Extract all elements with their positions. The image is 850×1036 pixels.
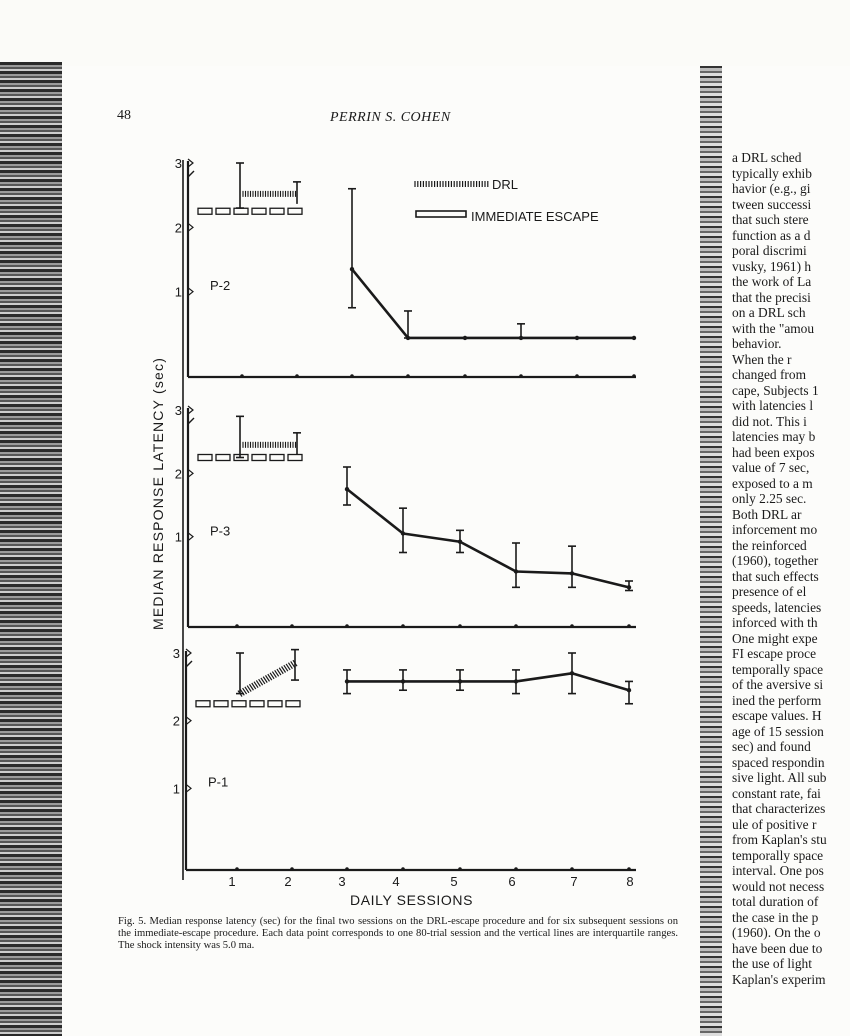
y-tick-label: 3 [174, 156, 182, 171]
right-page-line: the use of light [732, 956, 812, 971]
x-axis-tick [235, 624, 239, 628]
legend-escape-swatch [416, 211, 466, 217]
right-page-line: exposed to a m [732, 475, 813, 491]
right-page-line: vusky, 1961) h [732, 258, 812, 274]
escape-criterion-bar [250, 701, 264, 707]
right-page-line: ined the perform [732, 692, 822, 708]
escape-criterion-bar [232, 701, 246, 707]
x-axis-tick [295, 374, 299, 378]
x-axis-tick [290, 624, 294, 628]
right-page-line: inforcement mo [732, 522, 818, 537]
escape-data-point [575, 336, 579, 340]
running-head: PERRIN S. COHEN [330, 110, 451, 125]
right-page-line: presence of el [732, 584, 807, 599]
x-axis-tick [240, 374, 244, 378]
right-page-line: Both DRL ar [732, 506, 802, 522]
x-axis-tick [350, 374, 354, 378]
right-page-line: One might expe [732, 630, 818, 646]
escape-data-point [632, 336, 636, 340]
x-axis-tick [406, 374, 410, 378]
panel-label: P-1 [208, 774, 229, 790]
x-axis-tick [345, 867, 349, 871]
escape-criterion-bar [268, 701, 282, 707]
right-page-line: sec) and found [732, 739, 811, 754]
right-page-line: would not necess [732, 878, 825, 894]
escape-series-line [347, 489, 629, 587]
right-page-line: poral discrimi [732, 243, 807, 258]
right-page-line: FI escape proce [732, 646, 817, 661]
right-page-line: temporally space [732, 847, 824, 863]
x-axis-tick [632, 374, 636, 378]
escape-criterion-bar [234, 208, 248, 214]
y-axis-label: MEDIAN RESPONSE LATENCY (sec) [150, 356, 166, 630]
escape-criterion-bar [216, 208, 230, 214]
escape-series-line [352, 269, 634, 338]
right-page-line: When the r [732, 351, 792, 367]
y-tick-label: 3 [174, 403, 182, 418]
y-tick-label: 1 [172, 781, 180, 797]
escape-criterion-bar [196, 701, 210, 707]
escape-criterion-bar [252, 208, 266, 214]
right-page-line: value of 7 sec, [732, 460, 810, 475]
escape-criterion-bar [288, 208, 302, 214]
right-page-line: sive light. All sub [732, 770, 827, 785]
x-tick-label: 7 [570, 874, 578, 889]
x-tick-label: 2 [284, 874, 292, 889]
panel-label: P-3 [210, 523, 231, 539]
right-page-line: that such effects [732, 568, 819, 584]
right-page-line: tween successi [732, 196, 812, 212]
right-page-line: with latencies l [732, 398, 814, 413]
y-tick-label: 3 [172, 646, 180, 661]
page-number: 48 [117, 108, 131, 123]
right-page-line: constant rate, fai [732, 785, 821, 801]
right-page-line: latencies may b [732, 429, 816, 444]
x-tick-label: 1 [228, 874, 236, 889]
right-page-line: with the "amou [732, 320, 815, 336]
right-page-line: that characterizes [732, 801, 826, 816]
escape-criterion-bar [198, 208, 212, 214]
x-axis-tick [519, 374, 523, 378]
right-page-line: temporally space [732, 661, 824, 677]
x-tick-label: 6 [508, 874, 516, 889]
right-page-line: inforced with th [732, 615, 818, 630]
right-page-line: age of 15 session [732, 723, 824, 739]
escape-criterion-bar [270, 208, 284, 214]
x-axis-tick [570, 867, 574, 871]
right-page-line: changed from [732, 367, 806, 382]
x-tick-label: 5 [450, 874, 458, 889]
escape-criterion-bar [288, 455, 302, 461]
x-axis-tick [570, 624, 574, 628]
x-axis-tick [514, 624, 518, 628]
right-page-line: cape, Subjects 1 [732, 382, 819, 398]
escape-criterion-bar [198, 455, 212, 461]
x-axis-tick [401, 867, 405, 871]
right-page-line: have been due to [732, 940, 823, 956]
escape-series-line [347, 673, 629, 690]
right-page-line: ule of positive r [732, 816, 817, 832]
y-tick-label: 2 [172, 713, 180, 729]
x-tick-label: 3 [338, 874, 346, 889]
right-page-line: the case in the p [732, 909, 819, 925]
right-page-line: typically exhib [732, 165, 812, 181]
x-axis-tick [458, 867, 462, 871]
legend-drl-label: DRL [492, 177, 519, 192]
right-page-line: escape values. H [732, 708, 822, 723]
right-page-line: total duration of [732, 894, 819, 909]
right-page-line: from Kaplan's stu [732, 832, 827, 847]
panel-label: P-2 [210, 278, 231, 294]
x-axis-tick [458, 624, 462, 628]
right-page-line: behavior. [732, 336, 782, 351]
y-tick-label: 1 [174, 529, 182, 545]
escape-criterion-bar [286, 701, 300, 707]
x-axis-tick [463, 374, 467, 378]
right-page-line: (1960), together [732, 553, 819, 568]
x-tick-label: 4 [392, 874, 400, 889]
right-page-line: speeds, latencies [732, 599, 822, 615]
right-page-line: had been expos [732, 444, 815, 460]
right-page-line: the work of La [732, 274, 812, 289]
x-tick-label: 8 [626, 874, 634, 889]
x-axis-label: DAILY SESSIONS [350, 892, 474, 908]
escape-data-point [463, 336, 467, 340]
right-page-line: interval. One pos [732, 863, 824, 878]
right-page-line: that such stere [732, 212, 809, 227]
right-page-line: that the precisi [732, 289, 811, 305]
right-page-line: Kaplan's experim [732, 971, 826, 987]
y-tick-label: 2 [174, 466, 182, 482]
escape-criterion-bar [270, 455, 284, 461]
right-page-line: a DRL sched [732, 150, 802, 165]
x-axis-tick [345, 624, 349, 628]
x-axis-tick [514, 867, 518, 871]
escape-criterion-bar [252, 455, 266, 461]
x-axis-tick [235, 867, 239, 871]
right-page-line: function as a d [732, 227, 811, 243]
right-page-line: (1960). On the o [732, 925, 821, 940]
escape-criterion-bar [216, 455, 230, 461]
x-axis-tick [290, 867, 294, 871]
x-axis-tick [575, 374, 579, 378]
right-page-line: havior (e.g., gi [732, 181, 811, 196]
x-axis-tick [401, 624, 405, 628]
right-page-line: did not. This i [732, 413, 807, 429]
x-axis-tick [627, 867, 631, 871]
right-page-line: spaced respondin [732, 754, 825, 770]
escape-criterion-bar [214, 701, 228, 707]
right-page-line: on a DRL sch [732, 305, 806, 320]
figure-caption: Fig. 5. Median response latency (sec) for the final two sessions on the DRL-escape procedure and for six subsequent sessions on the immediate-escape procedure. Each data point corresponds to one 80-trial session and the vertical lines are interquartile ranges. The shock intensity was 5.0 ma. [118, 916, 678, 951]
right-page-line: only 2.25 sec. [732, 491, 807, 506]
x-axis-tick [627, 624, 631, 628]
y-tick-label: 2 [174, 220, 182, 236]
y-tick-label: 1 [174, 284, 182, 300]
legend-escape-label: IMMEDIATE ESCAPE [471, 209, 599, 224]
right-page-line: of the aversive si [732, 677, 824, 692]
right-page-line: the reinforced [732, 537, 807, 553]
